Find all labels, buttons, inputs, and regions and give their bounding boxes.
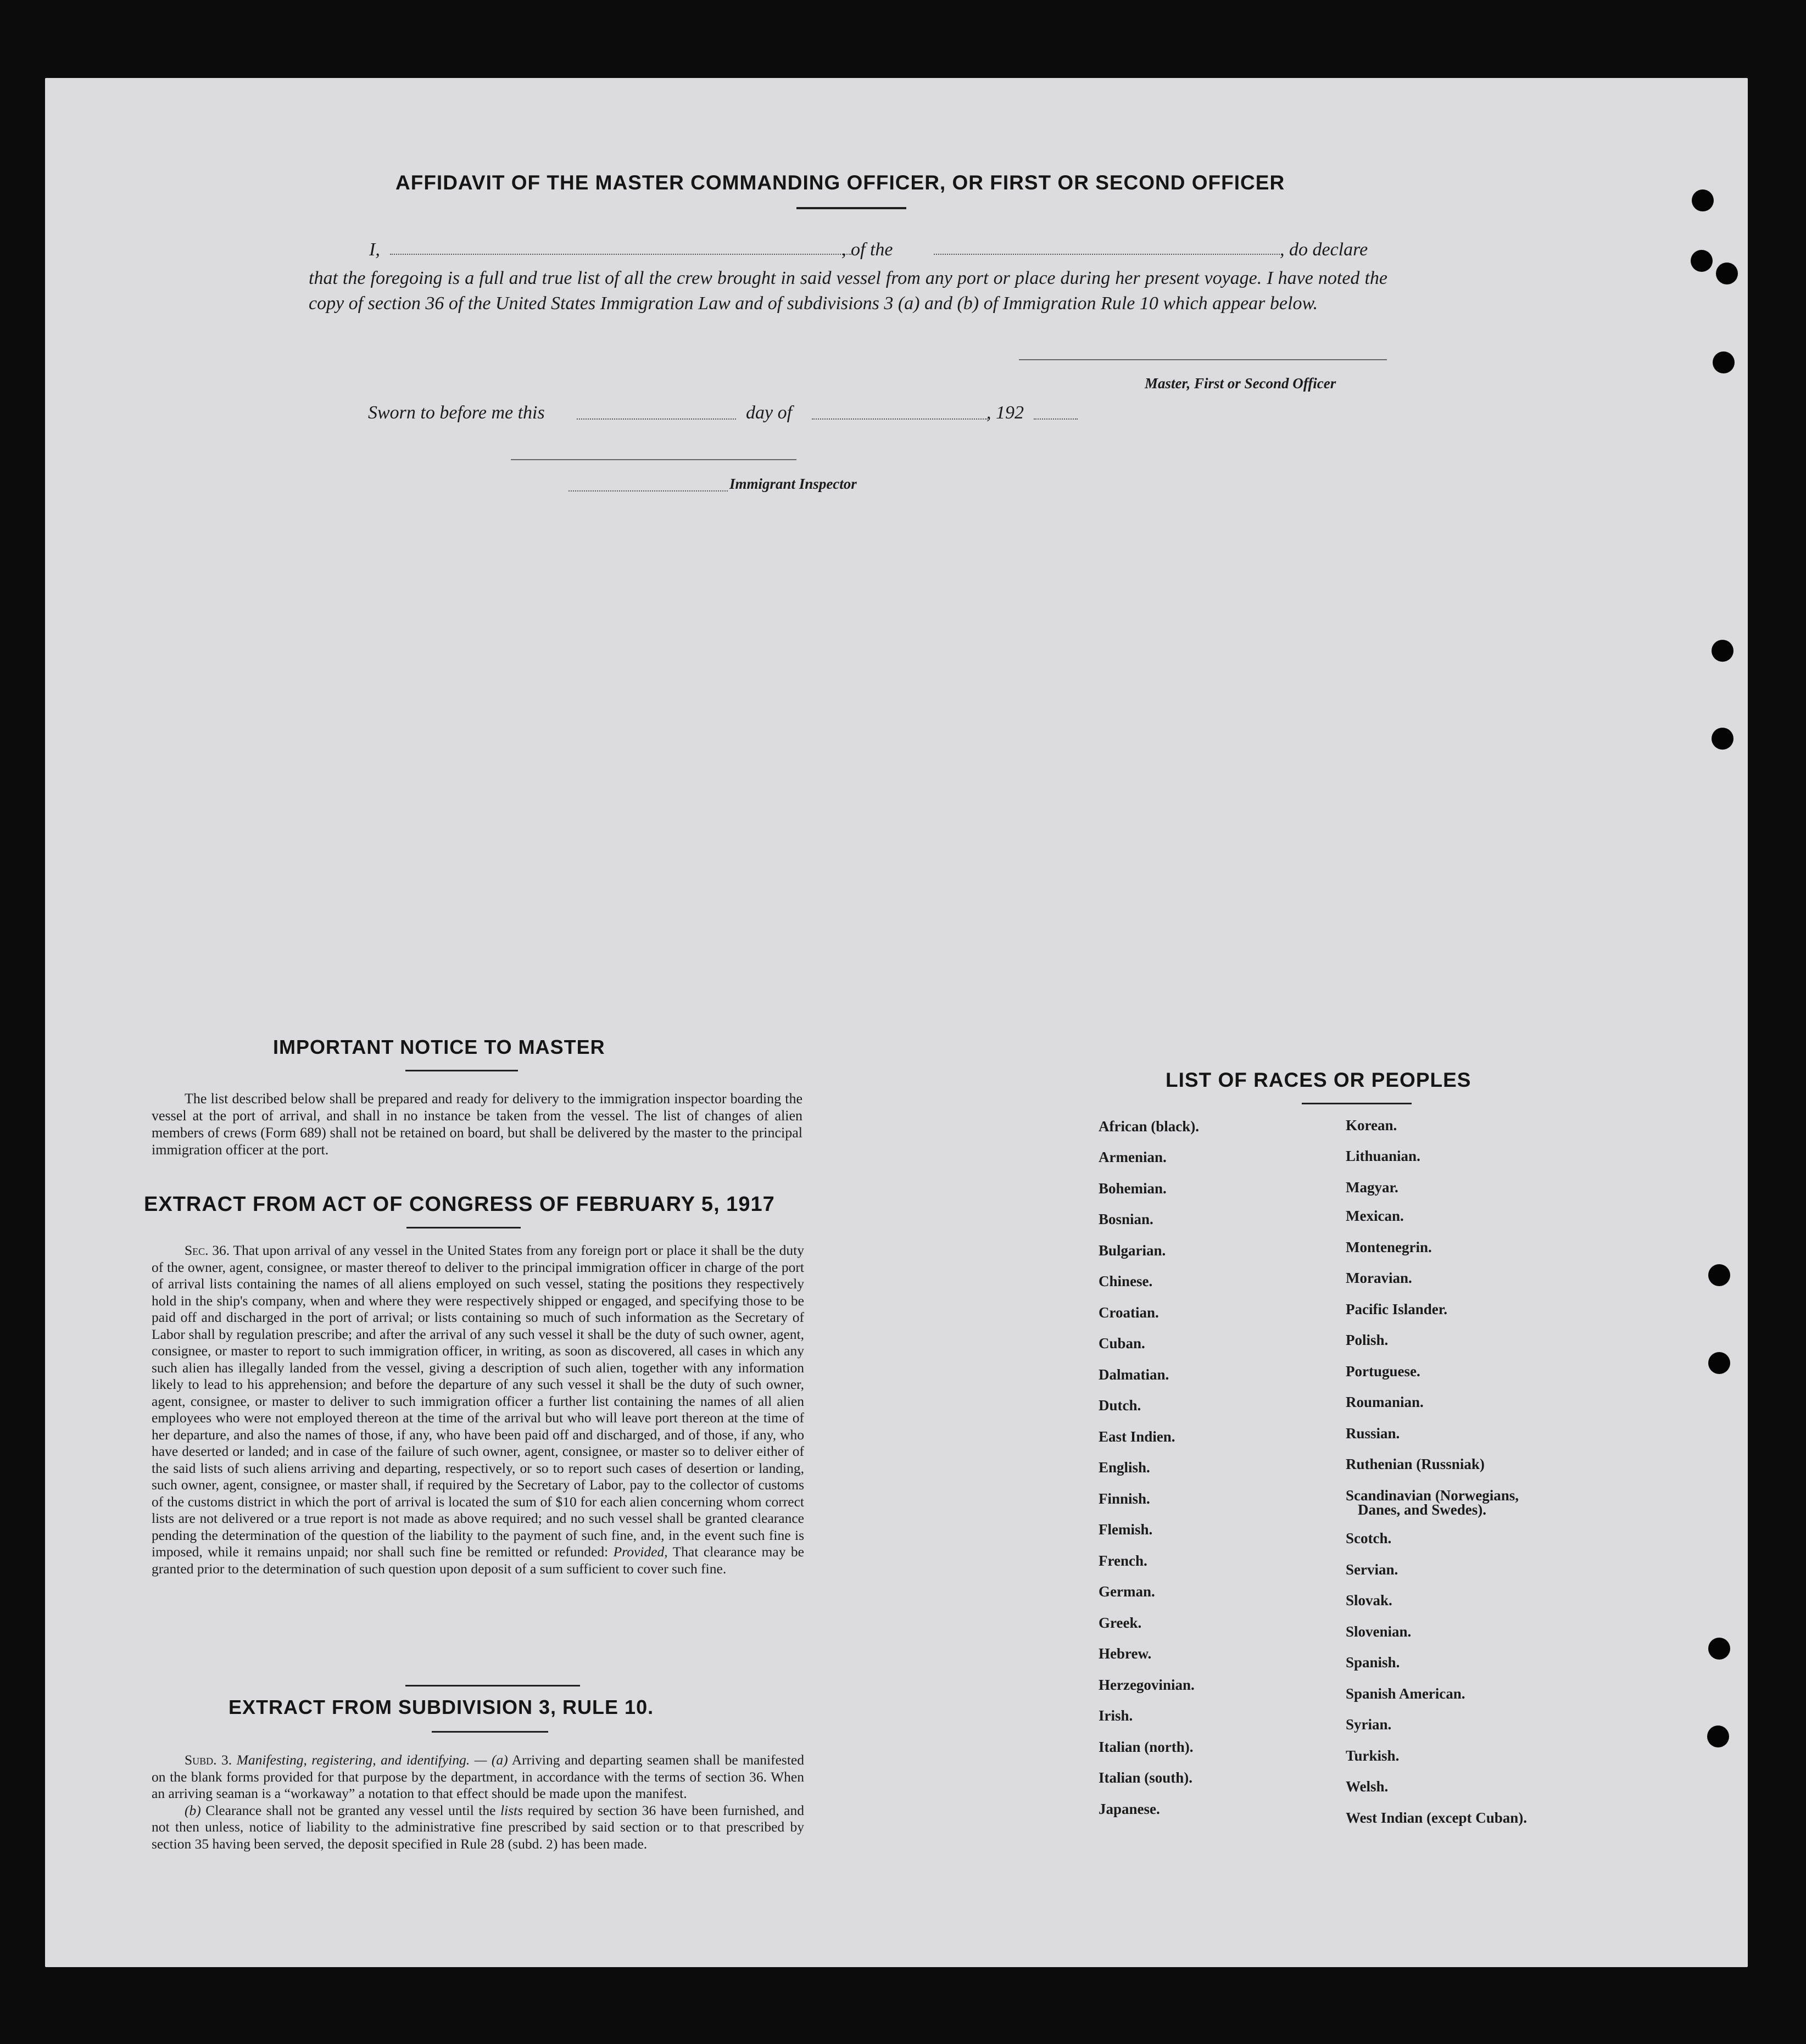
race-item: English.	[1099, 1459, 1150, 1476]
race-item: East Indien.	[1099, 1428, 1175, 1445]
race-item: Spanish.	[1346, 1654, 1400, 1671]
rule-para-b-1: Clearance shall not be granted any vessel until the	[205, 1802, 496, 1818]
act-text-part1: That upon arrival of any vessel in the United States from any foreign port or place it shall be the duty of the owner, agent, consignee, or master thereof to deliver to the principal immigration officer in charge of the port of arrival lists containing the names of all aliens employed on such vessel, stating the positions they respectively hold in the ship's company, when and where they were respectively shipped or engaged, and specifying those to be paid off and discharged in the port of arrival; or lists containing so much of such information as the Secretary of Labor shall by regulation prescribe; and after the arrival of any such vessel it shall be the duty of such owner, agent, consignee, or master to report to such immigration officer, in writing, as soon as discovered, all cases in which any such alien has illegally landed from the vessel, giving a description of such alien, together with any information likely to lead to his apprehension; and before the departure of any such vessel it shall be the duty of such owner, agent, consignee, or master to deliver to such immigration officer a further list containing the names of all alien employees who were not employed thereon at the time of the arrival but who will leave port thereon at the time of her departure, and also the names of those, if any, who have been paid off and discharged, and of those, if any, who have deserted or landed; and in case of the failure of such owner, agent, consignee, or master so to deliver either of the said lists of such aliens arriving and departing, respectively, or so to report such cases of desertion or landing, such owner, agent, consignee, or master shall, if required by the Secretary of Labor, pay to the collector of customs of the customs district in which the port of arrival is located the sum of $10 for each alien concerning whom correct lists are not delivered or a true report is not made as above required; and no such vessel shall be granted clearance pending the determination of the question of the liability to the payment of such fine, and, in the event such fine is imposed, while it remains unpaid; nor shall such fine be remitted or refunded:	[152, 1242, 805, 1560]
race-item: Moravian.	[1346, 1270, 1412, 1286]
race-item: Japanese.	[1099, 1801, 1160, 1817]
act-title: EXTRACT FROM ACT OF CONGRESS OF FEBRUARY 5, 1917	[144, 1193, 775, 1216]
race-item: Dutch.	[1099, 1397, 1141, 1414]
title-underline	[796, 207, 906, 209]
affidavit-title: AFFIDAVIT OF THE MASTER COMMANDING OFFICER, OR FIRST OR SECOND OFFICER	[395, 171, 1285, 194]
race-item: Polish.	[1346, 1332, 1389, 1348]
race-item: Scotch.	[1346, 1530, 1392, 1546]
punch-hole	[1707, 1725, 1729, 1747]
sworn-prefix: Sworn to before me this	[368, 403, 545, 423]
race-item: German.	[1099, 1583, 1155, 1600]
act-provided: Provided,	[613, 1544, 668, 1560]
document-sheet	[45, 78, 1748, 1967]
rule-underline	[432, 1731, 548, 1733]
rule-title: EXTRACT FROM SUBDIVISION 3, RULE 10.	[228, 1696, 654, 1718]
inspector-label: Immigrant Inspector	[729, 476, 857, 492]
race-item: Mexican.	[1346, 1208, 1404, 1224]
race-item: Greek.	[1099, 1615, 1142, 1631]
affidavit-i: I,	[369, 239, 380, 260]
race-item: Russian.	[1346, 1425, 1400, 1442]
punch-hole	[1708, 1352, 1730, 1374]
race-item: Armenian.	[1099, 1149, 1167, 1165]
race-item: Servian.	[1346, 1561, 1398, 1578]
rule-body	[152, 1752, 804, 1852]
rule-para-a-label: — (a)	[474, 1752, 508, 1768]
punch-hole	[1712, 728, 1733, 750]
notice-title: IMPORTANT NOTICE TO MASTER	[273, 1036, 605, 1058]
rule-para-b-2: required by section 36 have been furnished, and not then unless, notice of liability to the administrative fine prescribed by said section or to that prescribed by section 35 having been served, the deposit specified in Rule 28 (subd. 2) has been made.	[152, 1802, 804, 1852]
act-body	[152, 1242, 804, 1577]
race-item: Slovak.	[1346, 1592, 1392, 1609]
race-item: Lithuanian.	[1346, 1148, 1420, 1164]
rule-subd-heading: Manifesting, registering, and identifying.	[236, 1752, 470, 1768]
race-item: Bosnian.	[1099, 1211, 1153, 1227]
race-item: Italian (north).	[1099, 1739, 1194, 1755]
race-item: African (black).	[1099, 1118, 1199, 1135]
notice-underline	[405, 1070, 518, 1071]
races-underline	[1302, 1103, 1412, 1104]
race-item: Spanish American.	[1346, 1685, 1465, 1702]
punch-hole	[1691, 250, 1713, 272]
act-section-label: Sec. 36.	[185, 1242, 230, 1258]
race-item: Korean.	[1346, 1117, 1397, 1133]
punch-hole	[1708, 1264, 1730, 1286]
sworn-month-line[interactable]	[812, 418, 988, 420]
race-item: Bulgarian.	[1099, 1242, 1166, 1259]
race-item: Pacific Islander.	[1346, 1301, 1447, 1317]
vessel-field-line[interactable]	[934, 254, 1280, 255]
race-item: Montenegrin.	[1346, 1239, 1432, 1255]
sworn-year: , 192	[986, 403, 1024, 423]
race-item: Cuban.	[1099, 1335, 1145, 1352]
race-item: Flemish.	[1099, 1521, 1153, 1538]
sworn-day-line[interactable]	[577, 418, 736, 420]
race-item: Syrian.	[1346, 1716, 1392, 1733]
punch-hole	[1713, 351, 1735, 373]
races-title: LIST OF RACES OR PEOPLES	[1166, 1069, 1471, 1091]
race-item: Irish.	[1099, 1707, 1133, 1724]
punch-hole	[1708, 1638, 1730, 1660]
race-item: Ruthenian (Russniak)	[1346, 1456, 1485, 1472]
race-item: Hebrew.	[1099, 1645, 1152, 1662]
affidavit-do-declare: , do declare	[1280, 239, 1368, 260]
rule-para-a: Arriving and departing seamen shall be manifested on the blank forms provided for that purpose by the department, in accordance with the terms of section 36. When an arriving seaman is a “workaway” a notation to that effect should be made upon the manifest.	[152, 1752, 804, 1801]
punch-hole	[1712, 640, 1733, 662]
notice-body: The list described below shall be prepared and ready for delivery to the immigration inspector boarding the vessel at the port of arrival, and shall in no instance be taken from the vessel. The list of changes of alien members of crews (Form 689) shall not be retained on board, but shall be delivered by the master to the principal immigration officer at the port.	[152, 1091, 802, 1158]
race-item: Roumanian.	[1346, 1394, 1424, 1410]
punch-hole	[1692, 189, 1714, 211]
signature-label: Master, First or Second Officer	[1145, 375, 1336, 392]
race-item: Dalmatian.	[1099, 1366, 1169, 1383]
race-item: Turkish.	[1346, 1747, 1400, 1764]
signature-line[interactable]	[1019, 359, 1387, 360]
race-item: Bohemian.	[1099, 1180, 1167, 1197]
name-field-line[interactable]	[390, 254, 851, 255]
race-item: Magyar.	[1346, 1179, 1398, 1196]
race-item: Danes, and Swedes).	[1358, 1501, 1487, 1518]
race-item: Italian (south).	[1099, 1769, 1193, 1786]
sworn-day-of: day of	[746, 403, 793, 423]
rule-subd-label: Subd. 3.	[185, 1752, 232, 1768]
inspector-signature-line[interactable]	[511, 459, 796, 460]
race-item: West Indian (except Cuban).	[1346, 1810, 1528, 1826]
punch-hole	[1716, 263, 1738, 284]
rule-top-divider	[405, 1685, 580, 1686]
race-item: Portuguese.	[1346, 1363, 1420, 1380]
sworn-year-line[interactable]	[1034, 418, 1078, 420]
inspector-dotted-line	[568, 490, 728, 492]
rule-para-b-label: (b)	[185, 1802, 201, 1818]
race-item: Slovenian.	[1346, 1623, 1412, 1640]
race-item: Chinese.	[1099, 1273, 1153, 1289]
rule-para-b-lists: lists	[500, 1802, 523, 1818]
race-item: French.	[1099, 1552, 1147, 1569]
race-item: Welsh.	[1346, 1778, 1389, 1795]
affidavit-of-the: , of the	[841, 239, 893, 260]
race-item: Herzegovinian.	[1099, 1677, 1195, 1693]
race-item: Scandinavian (Norwegians,	[1346, 1487, 1519, 1504]
act-text-part2: That clearance may be granted prior to the determination of such question upon deposit of a sum sufficient to cover such fine.	[152, 1544, 805, 1577]
act-underline	[406, 1227, 521, 1228]
race-item: Croatian.	[1099, 1304, 1159, 1321]
affidavit-body: that the foregoing is a full and true list of all the crew brought in said vessel from any port or place during her present voyage. I have noted the copy of section 36 of the United States Immigration Law and of subdivisions 3 (a) and (b) of Immigration Rule 10 which appear below.	[309, 268, 1387, 314]
race-item: Finnish.	[1099, 1490, 1150, 1507]
